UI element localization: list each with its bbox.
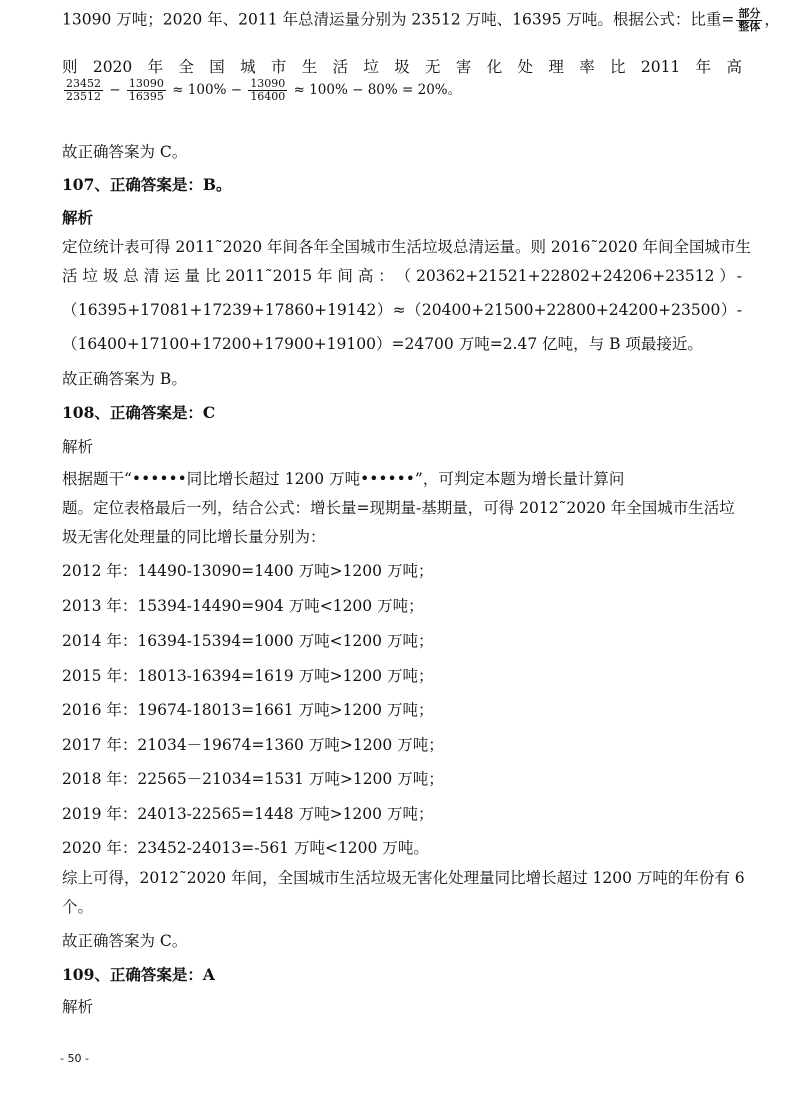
fraction-numerator: 部分: [738, 7, 761, 20]
text-segment: （ 20362+21521+22802+24206+23512 ）: [395, 267, 735, 285]
year-line-2019: 2019 年：24013-22565=1448 万吨>1200 万吨；: [62, 805, 434, 823]
minus-sign: −: [109, 82, 121, 98]
fraction-part-whole: [736, 8, 762, 33]
q109-title: 109、正确答案是：A: [62, 965, 215, 984]
text-token: 2020: [92, 58, 133, 76]
text-token: 比: [610, 58, 626, 76]
text-token: 全: [178, 58, 194, 76]
q107-line-1: 定位统计表可得 2011˜2020 年间各年全国城市生活垃圾总清运量。则 2016˜2020 年间全国城市生: [62, 238, 751, 256]
fraction-1: [64, 78, 103, 103]
year-line-2017: 2017 年：21034－19674=1360 万吨>1200 万吨；: [62, 736, 444, 754]
fraction-denominator: 23512: [66, 90, 101, 103]
text-token: 害: [455, 58, 472, 76]
text-token: 城: [240, 58, 256, 76]
year-line-2013: 2013 年：15394-14490=904 万吨<1200 万吨；: [62, 597, 424, 615]
text-token: 活: [332, 58, 349, 76]
q107-line-4: （16400+17100+17200+17900+19100）=24700 万吨=2.47 亿吨，与 B 项最接近。: [62, 335, 703, 353]
text-segment: 13090 万吨；2020 年、2011 年总清运量分别为 23512 万吨、16395 万吨。根据公式：比重: [62, 10, 722, 29]
q107-analysis-heading: 解析: [62, 208, 94, 227]
fraction-denominator: 整体: [738, 20, 761, 33]
fraction-numerator: 13090: [250, 77, 286, 90]
conclusion-108: 故正确答案为 C。: [62, 932, 188, 950]
text-token: 则: [62, 58, 78, 76]
text-line-formula-intro: [62, 8, 780, 33]
text-line-justified: [62, 57, 742, 77]
text-segment: ，: [764, 10, 780, 29]
text-token: 圾: [394, 58, 410, 76]
text-token: ≈: [392, 301, 406, 319]
text-segment: 活 垃 圾 总 清 运 量 比 2011˜2015 年 间 高 ：: [62, 267, 394, 285]
summary-line-2: 个。: [62, 898, 94, 916]
year-line-2014: 2014 年：16394-15394=1000 万吨<1200 万吨；: [62, 632, 434, 650]
text-token: 国: [209, 58, 225, 76]
year-line-2020: 2020 年：23452-24013=-561 万吨<1200 万吨。: [62, 839, 429, 857]
year-line-2018: 2018 年：22565－21034=1531 万吨>1200 万吨；: [62, 770, 444, 788]
text-token: ）: [376, 301, 393, 319]
equals-sign: =: [721, 10, 735, 29]
year-line-2016: 2016 年：19674-18013=1661 万吨>1200 万吨；: [62, 701, 434, 719]
text-token: 无: [425, 58, 441, 76]
formula-text: ≈ 100% −: [172, 82, 243, 98]
text-token: 化: [486, 58, 503, 76]
q107-line-3: [62, 300, 742, 320]
conclusion-107: 故正确答案为 B。: [62, 370, 187, 388]
q109-analysis-heading: 解析: [62, 998, 94, 1016]
text-token: 率: [579, 58, 595, 76]
q108-paragraph-line-3: 圾无害化处理量的同比增长量分别为：: [62, 528, 326, 546]
q107-line-2: [62, 266, 742, 286]
text-token: 处: [517, 58, 534, 76]
q108-title: 108、正确答案是：C: [62, 403, 216, 422]
text-token: 2011: [640, 58, 681, 76]
q108-analysis-heading: 解析: [62, 438, 94, 456]
fraction-denominator: 16400: [250, 90, 286, 103]
fraction-numerator: 23452: [66, 77, 101, 90]
fraction-denominator: 16395: [128, 90, 164, 103]
formula-text: ≈ 100% − 80% = 20%。: [293, 82, 462, 98]
text-token: 年: [147, 58, 164, 76]
year-line-2015: 2015 年：18013-16394=1619 万吨>1200 万吨；: [62, 667, 434, 685]
q107-title: 107、正确答案是：B。: [62, 175, 232, 194]
text-token: -: [736, 301, 742, 319]
text-token: 年: [695, 58, 712, 76]
text-token: 高: [726, 58, 742, 76]
text-token: 16395+17081+17239+17860+19142: [77, 301, 377, 319]
text-token: 生: [301, 58, 318, 76]
text-token: （: [62, 301, 78, 319]
text-token: （: [406, 301, 422, 319]
text-token: ）: [720, 301, 737, 319]
fraction-3: [248, 78, 287, 103]
summary-line-1: 综上可得，2012˜2020 年间，全国城市生活垃圾无害化处理量同比增长超过 1200 万吨的年份有 6: [62, 869, 745, 887]
formula-line: [62, 78, 461, 103]
page-number: - 50 -: [60, 1052, 89, 1065]
text-token: 垃: [363, 58, 379, 76]
year-line-2012: 2012 年：14490-13090=1400 万吨>1200 万吨；: [62, 562, 434, 580]
fraction-2: [127, 78, 166, 103]
conclusion-106: 故正确答案为 C。: [62, 143, 188, 161]
text-token: 理: [548, 58, 564, 76]
fraction-numerator: 13090: [128, 77, 164, 90]
q108-paragraph-line-2: 题。定位表格最后一列，结合公式：增长量=现期量-基期量，可得 2012˜2020 年全国城市生活垃: [62, 499, 735, 517]
text-token: 市: [270, 58, 287, 76]
text-segment: -: [736, 267, 742, 285]
text-token: 20400+21500+22800+24200+23500: [421, 301, 721, 319]
q108-paragraph-line-1: 根据题干“••••••同比增长超过 1200 万吨••••••”，可判定本题为增长量计算问: [62, 470, 625, 488]
